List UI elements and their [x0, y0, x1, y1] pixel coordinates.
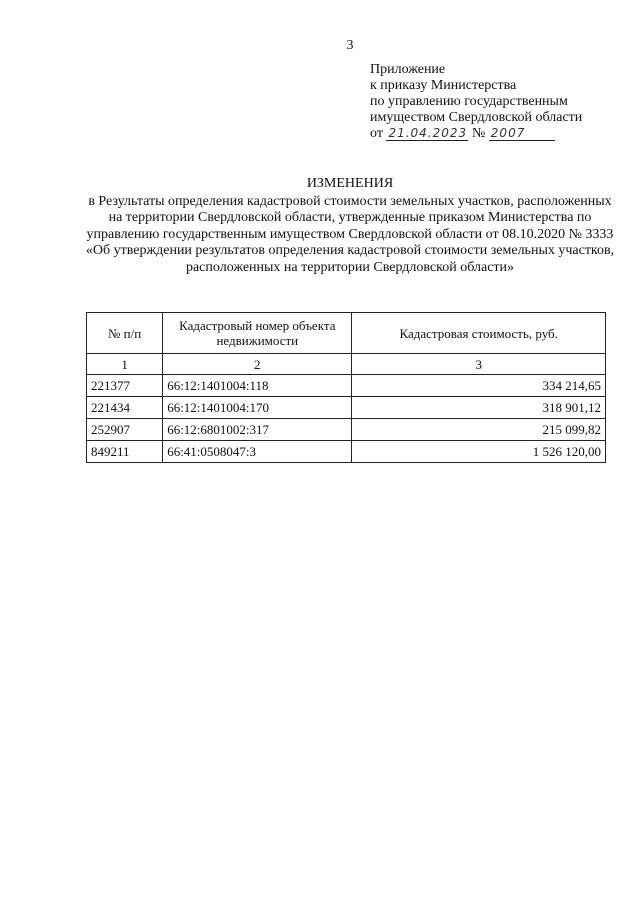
page-number: 3 — [346, 38, 354, 53]
table-row — [87, 441, 606, 463]
cadastral-cost-cell: 1 526 120,00 — [352, 441, 606, 463]
number-prefix: № — [471, 126, 486, 141]
appendix-line: Приложение — [370, 62, 446, 77]
document-subtitle: в Результаты определения кадастровой стоимости земельных участков, расположенных на территории Свердловской области, утвержденные приказом Министерства по управлению государственным имуществом Свердловской области от 08.10.2020 № 3333 «Об утверждении результатов определения кадастровой стоимости земельных участков, расположенных на территории Свердловской области» — [85, 194, 615, 275]
cadastral-number-cell: 66:41:0508047:3 — [163, 441, 352, 463]
row-number-cell: 849211 — [87, 441, 163, 463]
row-number-cell: 252907 — [87, 419, 163, 441]
appendix-line: по управлению государственным — [370, 94, 568, 109]
appendix-line: к приказу Министерства — [370, 78, 517, 93]
cadastral-cost-cell: 215 099,82 — [352, 419, 606, 441]
cadastral-value-table — [86, 312, 606, 463]
table-row — [87, 397, 606, 419]
date-prefix: от — [370, 126, 383, 141]
column-number-row — [87, 354, 606, 375]
cadastral-number-cell: 66:12:1401004:170 — [163, 397, 352, 419]
table-header-row — [87, 313, 606, 354]
cadastral-number-cell: 66:12:1401004:118 — [163, 375, 352, 397]
handwritten-date: 21.04.2023 — [388, 126, 468, 140]
table-row — [87, 419, 606, 441]
table-row — [87, 375, 606, 397]
document-title: ИЗМЕНЕНИЯ — [306, 176, 394, 191]
header-cell-number: № п/п — [87, 313, 163, 354]
cadastral-cost-cell: 334 214,65 — [352, 375, 606, 397]
header-cell-cadastral-number: Кадастровый номер объекта недвижимости — [163, 313, 352, 354]
column-number: 2 — [163, 354, 352, 375]
column-number: 1 — [87, 354, 163, 375]
appendix-date-line — [370, 126, 582, 142]
cadastral-number-cell: 66:12:6801002:317 — [163, 419, 352, 441]
handwritten-number: 2007 — [489, 126, 555, 141]
header-cell-cadastral-cost: Кадастровая стоимость, руб. — [352, 313, 606, 354]
column-number: 3 — [352, 354, 606, 375]
appendix-block — [370, 62, 582, 142]
row-number-cell: 221377 — [87, 375, 163, 397]
cadastral-cost-cell: 318 901,12 — [352, 397, 606, 419]
row-number-cell: 221434 — [87, 397, 163, 419]
appendix-line: имуществом Свердловской области — [370, 110, 583, 125]
